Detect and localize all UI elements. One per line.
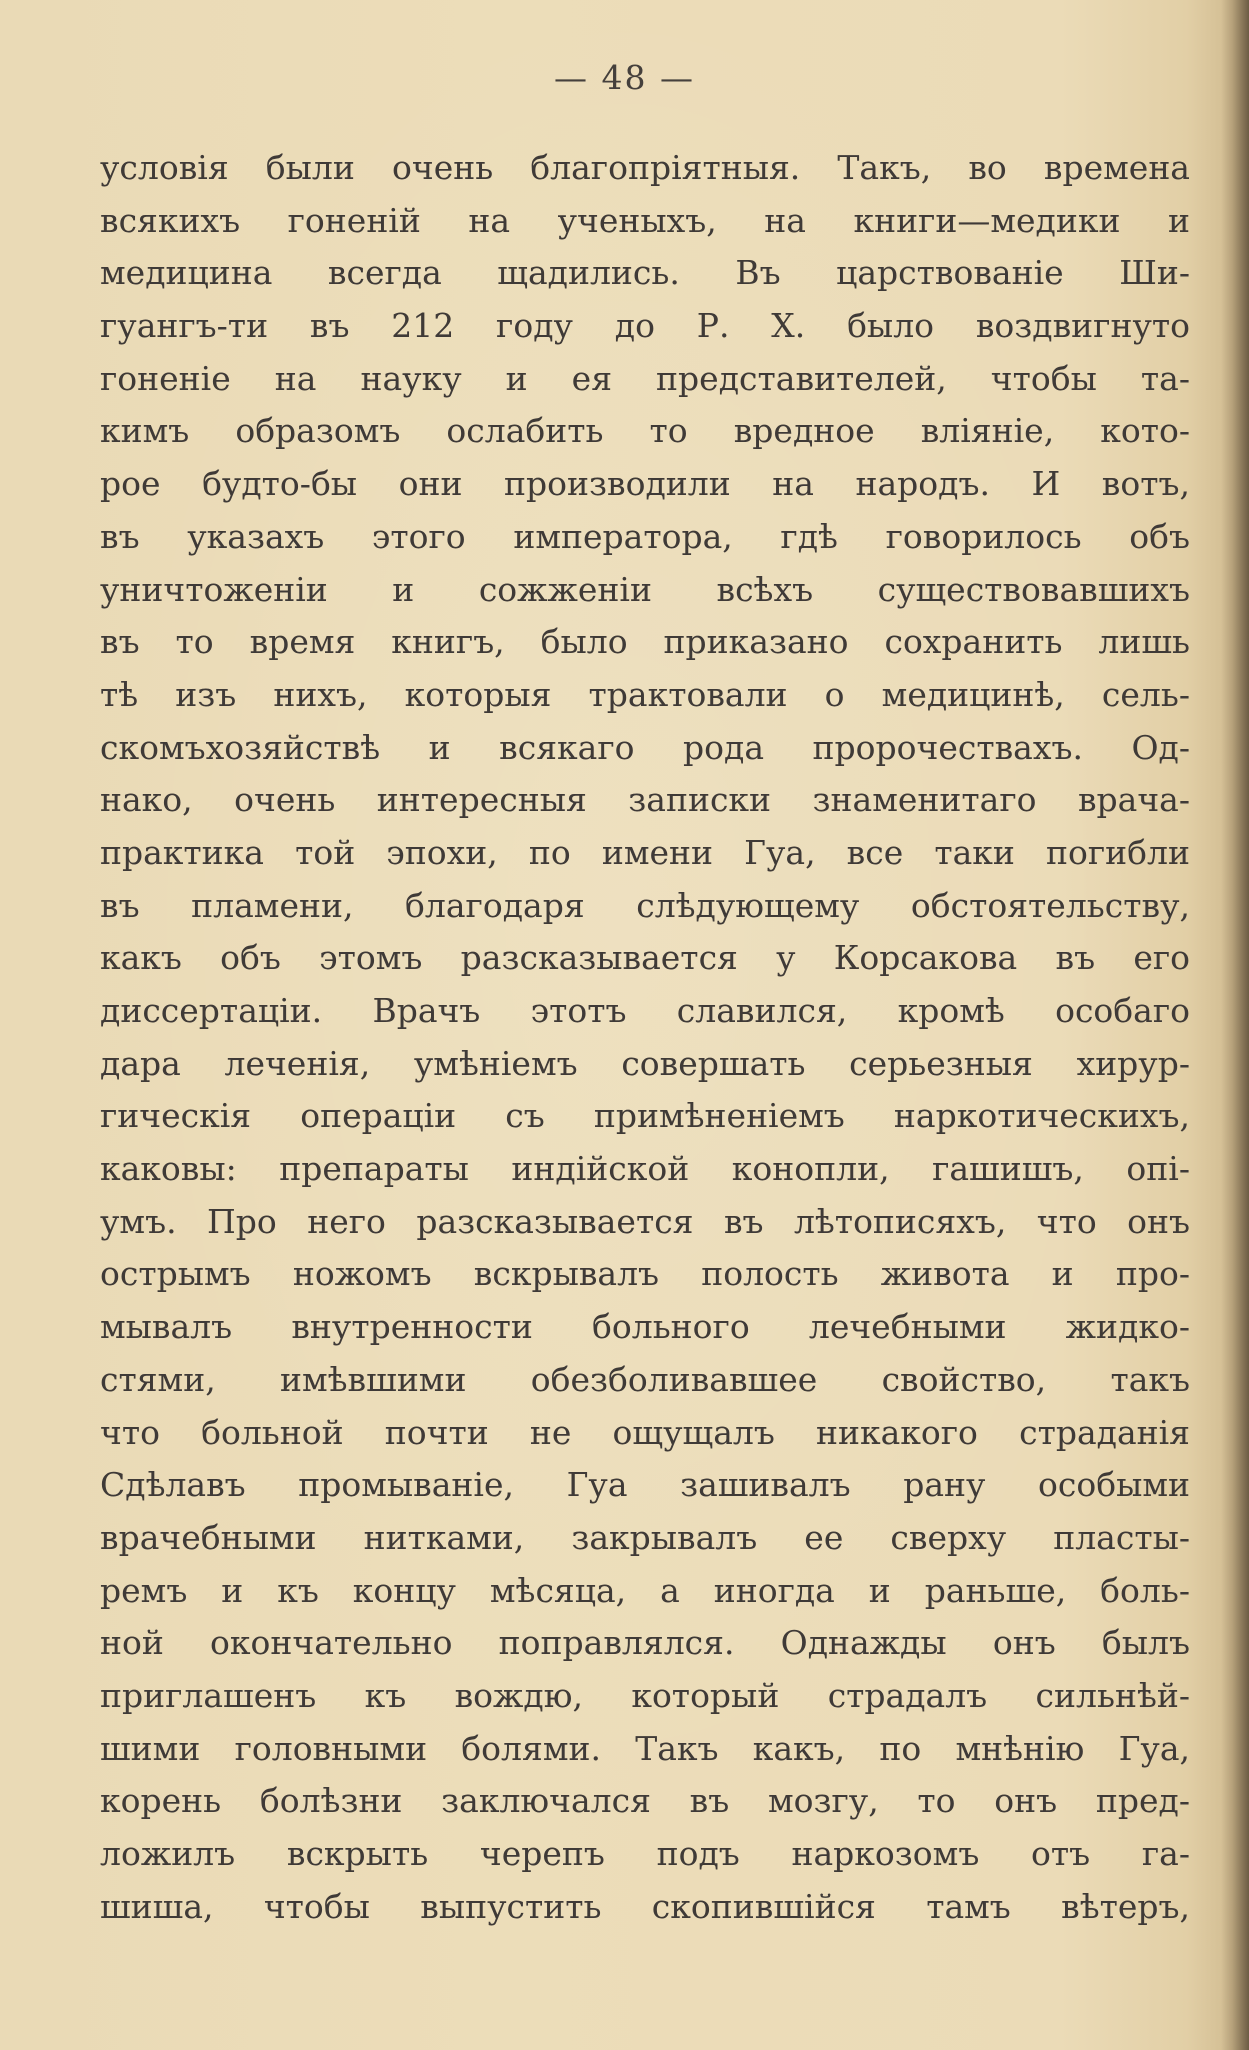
text-line: какъ объ этомъ разсказывается у Корсакова въ его [100,938,1190,978]
text-line: скомъхозяйствѣ и всякаго рода пророчествахъ. Од- [100,727,1190,767]
text-line: условія были очень благопріятныя. Такъ, во времена [100,148,1190,187]
text-line: мывалъ внутренности больного лечебными жидко- [100,1307,1190,1347]
text-line: медицина всегда щадились. Въ царствованіе Ши- [100,253,1190,293]
text-line: приглашенъ къ вождю, который страдалъ сильнѣй- [100,1675,1190,1715]
page-number: — 48 — [554,58,695,97]
text-line: дара леченія, умѣніемъ совершать серьезныя хирур- [100,1043,1190,1083]
text-line: диссертаціи. Врачъ этотъ славился, кромѣ особаго [100,991,1190,1030]
text-line: въ то время книгъ, было приказано сохранить лишь [100,622,1190,662]
text-line: уничтоженіи и сожженіи всѣхъ существовавшихъ [100,569,1190,609]
text-line: умъ. Про него разсказывается въ лѣтописяхъ, что онъ [100,1201,1190,1241]
text-line: Сдѣлавъ промываніе, Гуа зашивалъ рану особыми [100,1465,1190,1505]
text-line: нако, очень интересныя записки знаменитаго врача- [100,780,1190,820]
text-line: гуангъ-ти въ 212 году до Р. Х. было воздвигнуто [100,306,1190,346]
text-line: что больной почти не ощущалъ никакого страданія [100,1412,1190,1452]
text-line: ной окончательно поправлялся. Однажды онъ былъ [100,1623,1190,1663]
text-line: практика той эпохи, по имени Гуа, все таки погибли [100,832,1190,872]
text-line: кимъ образомъ ослабить то вредное вліяніе, кото- [100,411,1190,451]
text-line: шиша, чтобы выпустить скопившійся тамъ вѣтеръ, [100,1886,1190,1926]
text-line: въ указахъ этого императора, гдѣ говорилось объ [100,516,1190,556]
text-line: ложилъ вскрыть черепъ подъ наркозомъ отъ га- [100,1834,1190,1873]
text-line: ремъ и къ концу мѣсяца, а иногда и раньше, боль- [100,1570,1190,1610]
text-line: рое будто-бы они производили на народъ. И вотъ, [100,464,1190,504]
text-line: острымъ ножомъ вскрывалъ полость живота и про- [100,1254,1190,1294]
text-line: гоненіе на науку и ея представителей, чтобы та- [100,358,1190,398]
page-edge-shadow [1221,0,1249,2050]
text-line: врачебными нитками, закрывалъ ее сверху пласты- [100,1517,1190,1557]
text-line: каковы: препараты индійской конопли, гашишъ, опі- [100,1149,1190,1189]
text-line: въ пламени, благодаря слѣдующему обстоятельству, [100,885,1190,925]
text-line: шими головными болями. Такъ какъ, по мнѣнію Гуа, [100,1728,1190,1768]
body-text [100,142,1190,1933]
text-line: стями, имѣвшими обезболивавшее свойство, такъ [100,1359,1190,1399]
text-line: тѣ изъ нихъ, которыя трактовали о медицинѣ, сель- [100,674,1190,714]
text-line: всякихъ гоненій на ученыхъ, на книги—медики и [100,200,1190,240]
text-line: гическія операціи съ примѣненіемъ наркотическихъ, [100,1096,1190,1136]
text-line: корень болѣзни заключался въ мозгу, то онъ пред- [100,1781,1190,1821]
